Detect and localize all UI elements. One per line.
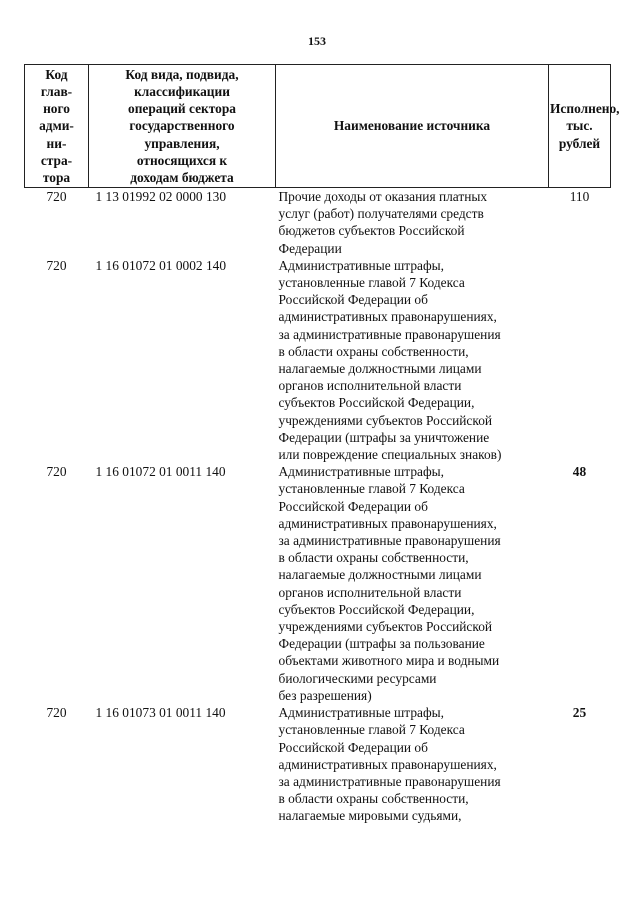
header-admin-code-line: стра-	[40, 152, 73, 168]
header-type-code-line: Код вида, подвида,	[125, 66, 239, 82]
source-name-line: установленные главой 7 Кодекса	[278, 481, 465, 497]
source-name-cell	[276, 188, 549, 257]
source-name-line: бюджетов субъектов Российской	[278, 223, 465, 239]
source-name-cell	[276, 257, 549, 463]
source-name-line: без разрешения)	[278, 687, 372, 703]
header-type-code-line: государственного	[129, 118, 235, 134]
table-row	[25, 463, 611, 704]
admin-code-cell: 720	[46, 189, 67, 204]
source-name-cell	[276, 704, 549, 824]
budget-table-container	[24, 64, 620, 825]
source-name-line: услуг (работ) получателями средств	[278, 206, 484, 222]
source-name-line: в области охраны собственности,	[278, 343, 469, 359]
header-type-code-line: классификации	[134, 83, 230, 99]
page-number: 153	[308, 34, 326, 48]
header-source-name: Наименование источника	[276, 65, 549, 188]
header-admin-code-line: ного	[43, 101, 70, 117]
source-name-line: субъектов Российской Федерации,	[278, 395, 475, 411]
source-name-line: налагаемые должностными лицами	[278, 361, 482, 377]
source-name-line: Федерации (штрафы за уничтожение	[278, 429, 490, 445]
source-name-line: в области охраны собственности,	[278, 550, 469, 566]
amount-cell: 48	[572, 464, 587, 480]
source-name-line: учреждениями субъектов Российской	[278, 619, 493, 635]
source-name-line: органов исполнительной власти	[278, 378, 462, 394]
header-admin-code	[25, 65, 89, 188]
source-name-line: за административные правонарушения	[278, 533, 501, 549]
amount-cell	[549, 257, 611, 463]
source-name-line: административных правонарушениях,	[278, 756, 497, 772]
source-name-line: Российской Федерации об	[278, 739, 428, 755]
classification-code-cell: 1 16 01072 01 0002 140	[95, 257, 227, 273]
header-amount-line: Исполнено,	[550, 101, 620, 117]
header-type-code-line: относящихся к	[136, 152, 228, 168]
amount-cell: 25	[572, 705, 587, 721]
header-amount	[549, 65, 620, 188]
header-amount-line: тыс.	[566, 118, 593, 134]
source-name-line: налагаемые должностными лицами	[278, 567, 482, 583]
source-name-line: установленные главой 7 Кодекса	[278, 722, 465, 738]
header-admin-code-line: ни-	[46, 135, 67, 151]
admin-code-cell: 720	[46, 705, 67, 721]
header-type-code	[89, 65, 276, 188]
budget-revenue-table	[24, 64, 620, 825]
source-name-line: Административные штрафы,	[278, 705, 444, 721]
header-admin-code-line: тора	[42, 170, 71, 185]
header-type-code-line: операций сектора	[128, 101, 236, 117]
source-name-line: или повреждение специальных знаков)	[278, 447, 502, 463]
header-admin-code-line: адми-	[39, 118, 74, 134]
header-admin-code-line: глав-	[40, 83, 73, 99]
table-body	[25, 188, 611, 825]
source-name-line: административных правонарушениях,	[278, 515, 497, 531]
header-type-code-line: доходам бюджета	[130, 170, 234, 185]
source-name-line: учреждениями субъектов Российской	[278, 412, 493, 428]
source-name-line: Административные штрафы,	[278, 464, 444, 480]
source-name-line: Административные штрафы,	[278, 257, 444, 273]
source-name-line: Российской Федерации об	[278, 498, 428, 514]
source-name-line: Федерации	[278, 240, 342, 256]
source-name-line: Федерации (штрафы за пользование	[278, 636, 485, 652]
source-name-line: за административные правонарушения	[278, 773, 501, 789]
source-name-line: установленные главой 7 Кодекса	[278, 275, 465, 291]
source-name-line: субъектов Российской Федерации,	[278, 601, 475, 617]
header-amount-line: рублей	[558, 135, 601, 151]
source-name-line: органов исполнительной власти	[278, 584, 462, 600]
admin-code-cell: 720	[46, 257, 67, 273]
header-type-code-line: управления,	[144, 135, 220, 151]
table-row	[25, 704, 611, 824]
classification-code-cell: 1 16 01072 01 0011 140	[95, 464, 226, 480]
classification-code-cell: 1 16 01073 01 0011 140	[95, 705, 226, 721]
source-name-line: Российской Федерации об	[278, 292, 428, 308]
source-name-line: в области охраны собственности,	[278, 791, 469, 807]
table-row	[25, 188, 611, 257]
source-name-cell	[276, 463, 549, 704]
header-admin-code-line: Код	[45, 66, 68, 82]
source-name-line: Прочие доходы от оказания платных	[278, 189, 488, 204]
table-header-row	[25, 65, 611, 188]
table-row	[25, 257, 611, 463]
source-name-line: налагаемые мировыми судьями,	[278, 808, 462, 824]
classification-code-cell: 1 13 01992 02 0000 130	[95, 189, 227, 204]
source-name-line: объектами животного мира и водными	[278, 653, 500, 669]
amount-cell: 110	[569, 189, 590, 204]
source-name-line: административных правонарушениях,	[278, 309, 497, 325]
admin-code-cell: 720	[46, 464, 67, 480]
source-name-line: за административные правонарушения	[278, 326, 501, 342]
source-name-line: биологическими ресурсами	[278, 670, 437, 686]
